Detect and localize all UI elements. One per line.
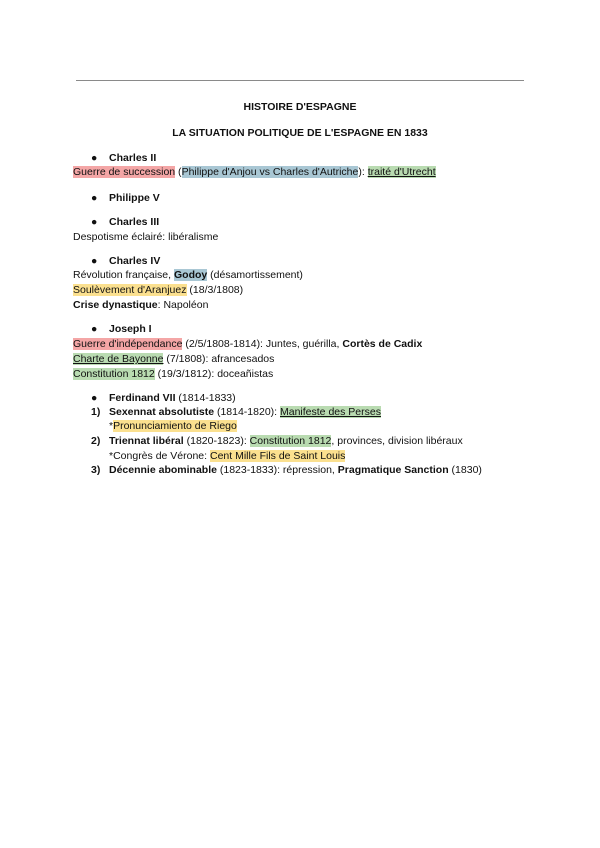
charles-iv-line-3: Crise dynastique: Napoléon: [73, 299, 209, 311]
charles-ii-line: Guerre de succession (Philippe d'Anjou vs Charles d'Autriche): traité d'Utrecht: [73, 166, 436, 178]
page-title: HISTOIRE D'ESPAGNE: [243, 101, 357, 113]
heading-charles-ii: ● Charles II: [91, 152, 157, 164]
joseph-i-line-3: Constitution 1812 (19/3/1812): doceañistas: [73, 368, 274, 380]
ferdinand-item-3: 3) Décennie abominable (1823-1833): répression, Pragmatique Sanction (1830): [91, 464, 482, 476]
ferdinand-item-2-sub: *Congrès de Vérone: Cent Mille Fils de Saint Louis: [109, 450, 346, 462]
bullet-icon: ●: [91, 152, 98, 164]
heading-charles-iii: ● Charles III: [91, 216, 160, 228]
bullet-icon: ●: [91, 216, 98, 228]
heading-charles-iv: ● Charles IV: [91, 255, 161, 267]
heading-joseph-i: ● Joseph I: [91, 323, 152, 335]
joseph-i-line-1: Guerre d'indépendance (2/5/1808-1814): Juntes, guérilla, Cortès de Cadix: [73, 338, 423, 350]
horizontal-rule: [76, 80, 524, 81]
charles-iv-line-1: Révolution française, Godoy (désamortissement): [73, 269, 303, 281]
bullet-icon: ●: [91, 392, 98, 404]
ferdinand-item-1-sub: *Pronunciamiento de Riego: [109, 420, 237, 432]
bullet-icon: ●: [91, 192, 98, 204]
heading-ferdinand-vii: ● Ferdinand VII (1814-1833): [91, 392, 236, 404]
ferdinand-item-2: 2) Triennat libéral (1820-1823): Constitution 1812, provinces, division libéraux: [91, 435, 463, 447]
charles-iii-line: Despotisme éclairé: libéralisme: [73, 231, 219, 243]
joseph-i-line-2: Charte de Bayonne (7/1808): afrancesados: [73, 353, 275, 365]
bullet-icon: ●: [91, 323, 98, 335]
page-subtitle: LA SITUATION POLITIQUE DE L'ESPAGNE EN 1833: [172, 127, 428, 139]
charles-iv-line-2: Soulèvement d'Aranjuez (18/3/1808): [73, 284, 244, 296]
bullet-icon: ●: [91, 255, 98, 267]
ferdinand-item-1: 1) Sexennat absolutiste (1814-1820): Manifeste des Perses: [91, 406, 381, 418]
heading-philippe-v: ● Philippe V: [91, 192, 160, 204]
